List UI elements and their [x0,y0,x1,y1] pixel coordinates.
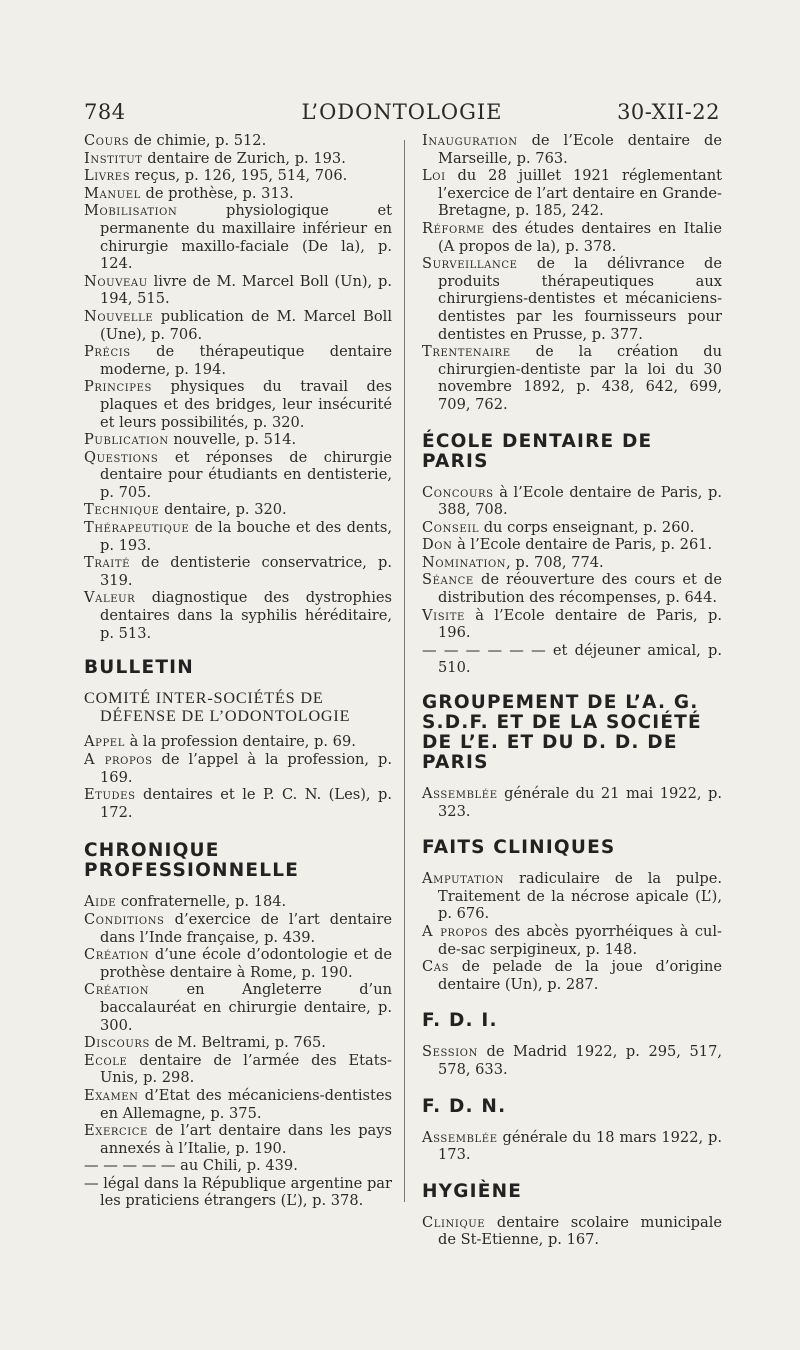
index-list [84,893,392,1210]
column-rule [404,140,405,1202]
entry-text: des abcès pyorrhéiques à cul-de-sac serpigineux, p. 148. [438,923,722,958]
index-entry [422,519,722,537]
entry-keyword: Nouvelle [84,307,154,325]
entry-text: de l’art dentaire dans les pays annexés à l’Italie, p. 190. [100,1122,392,1157]
entry-keyword: Aide [84,893,117,911]
index-entry [84,893,392,911]
index-entry [84,308,392,343]
index-entry [422,958,722,993]
entry-text: — — — — — au Chili, p. 439. [84,1157,298,1175]
index-entry [422,220,722,255]
index-entry [84,501,392,519]
entry-keyword: Livres [84,167,131,185]
section-heading-faits: FAITS CLINIQUES [422,837,616,859]
entry-keyword: A propos [422,923,489,940]
index-entry [84,449,392,502]
section-subheading-comite: COMITÉ INTER-SOCIÉTÉS DE DÉFENSE DE L’ODONTOLOGIE [84,689,351,725]
index-entry [84,786,392,821]
index-entry [422,343,722,413]
entry-text: dentaire de Zurich, p. 193. [142,149,346,167]
entry-keyword: Visite [422,606,465,624]
journal-title: L’ODONTOLOGIE [301,100,503,124]
entry-text: de la délivrance de produits thérapeutiques aux chirurgiens-dentistes et mécaniciens-dentistes par les fournisseurs pour dentistes en Prusse, p. 377. [438,255,722,343]
entry-text: radiculaire de la pulpe. Traitement de la nécrose apicale (L’), p. 676. [438,870,722,923]
index-entry [84,273,392,308]
entry-keyword: Réforme [422,219,485,237]
index-entry [422,536,722,554]
entry-text: de chimie, p. 512. [129,132,267,149]
index-entry [422,554,722,572]
entry-text: dentaire, p. 320. [159,501,287,519]
index-entry [422,1129,722,1164]
entry-text: physiques du travail des plaques et des bridges, leur insécurité et leurs possibilités, p. 320. [100,378,392,431]
issue-date: 30-XII-22 [617,100,720,124]
entry-keyword: Inauguration [422,132,518,149]
entry-keyword: Thérapeutique [84,519,190,537]
index-entry [84,185,392,203]
section-heading-fdi: F. D. I. [422,1010,498,1032]
index-entry [84,981,392,1034]
entry-keyword: Assemblée [422,1128,498,1146]
right-column [422,132,722,1249]
entry-text: générale du 18 mars 1922, p. 173. [438,1128,722,1164]
entry-text: physiologique et permanente du maxillaire inférieur en chirurgie maxillo-faciale (De la), p. 124. [100,202,392,273]
entry-text: diagnostique des dystrophies dentaires dans la syphilis héréditaire, p. 513. [100,589,392,642]
entry-text: de pelade de la joue d’origine dentaire (Un), p. 287. [438,958,722,993]
entry-keyword: Cours [84,132,130,149]
entry-keyword: Questions [84,448,159,466]
entry-text: de réouverture des cours et de distribution des récompenses, p. 644. [438,571,722,607]
entry-keyword: Traité [84,554,131,572]
index-entry [84,1122,392,1157]
entry-text: d’Etat des mécaniciens-dentistes en Allemagne, p. 375. [100,1086,392,1122]
entry-text: , p. 708, 774. [506,553,604,571]
entry-text: de thérapeutique dentaire moderne, p. 194. [100,343,392,378]
entry-keyword: Clinique [422,1213,486,1231]
entry-text: et réponses de chirurgie dentaire pour étudiants en dentisterie, p. 705. [100,448,392,501]
index-entry [84,911,392,946]
entry-keyword: Don [422,536,453,554]
entry-keyword: Session [422,1043,478,1061]
index-entry [422,484,722,519]
entry-text: de l’Ecole dentaire de Marseille, p. 763. [438,132,722,167]
index-entry [422,607,722,642]
entry-text: de la bouche et des dents, p. 193. [100,519,392,554]
index-entry [422,923,722,958]
entry-text: — — — — — — et déjeuner amical, p. 510. [422,641,722,677]
entry-text: du corps enseignant, p. 260. [479,518,695,536]
entry-keyword: Publication [84,431,169,449]
entry-text: de dentisterie conservatrice, p. 319. [100,554,392,589]
index-entry [84,132,392,150]
entry-keyword: Nouveau [84,272,148,290]
entry-keyword: A propos [84,751,153,768]
index-entry [84,202,392,272]
index-list [422,484,722,678]
index-entry [84,167,392,185]
index-list [422,785,722,820]
entry-keyword: Création [84,946,150,964]
index-entry [422,785,722,820]
index-list [422,1129,722,1164]
index-entry [84,1087,392,1122]
index-entry [422,167,722,220]
index-list [422,1214,722,1249]
index-entry [422,642,722,677]
section-heading-groupement: GROUPEMENT DE L’A. G. S.D.F. ET DE LA SOCIÉTÉ DE L’E. ET DU D. D. DE PARIS [422,692,702,774]
entry-keyword: Assemblée [422,785,498,803]
entry-text: de l’appel à la profession, p. 169. [100,751,392,786]
entry-keyword: Appel [84,733,125,751]
entry-keyword: Conditions [84,910,165,928]
entry-keyword: Exercice [84,1122,148,1140]
index-entry [422,1043,722,1078]
index-entry [84,431,392,449]
entry-keyword: Concours [422,483,494,501]
index-entry [84,751,392,786]
index-entry [84,589,392,642]
entry-keyword: Création [84,981,150,999]
entry-text: à l’Ecole dentaire de Paris, p. 261. [452,536,713,554]
index-entry [422,571,722,606]
index-entry [84,554,392,589]
entry-text: confraternelle, p. 184. [116,893,287,911]
entry-keyword: Principes [84,378,152,396]
entry-text: à l’Ecole dentaire de Paris, p. 196. [438,606,722,642]
entry-keyword: Manuel [84,184,141,202]
entry-keyword: Précis [84,343,131,361]
entry-text: de M. Beltrami, p. 765. [149,1034,326,1052]
index-entry [422,132,722,167]
index-entry [84,946,392,981]
section-heading-bulletin: BULLETIN [84,657,194,679]
index-entry [422,870,722,923]
section-heading-ecole: ÉCOLE DENTAIRE DE PARIS [422,430,653,472]
entry-keyword: Examen [84,1086,139,1104]
index-entry [422,255,722,343]
entry-keyword: Trentenaire [422,343,511,361]
entry-keyword: Institut [84,149,143,167]
entry-text: de la création du chirurgien-dentiste par la loi du 30 novembre 1892, p. 438, 642, 699, 709, 762. [438,343,722,413]
entry-keyword: Loi [422,167,446,185]
entry-keyword: Technique [84,501,160,519]
entry-keyword: Nomination [422,553,507,571]
index-entry [84,378,392,431]
section-heading-chronique: CHRONIQUE PROFESSIONNELLE [84,840,300,882]
index-entry [84,150,392,168]
index-entry [84,519,392,554]
index-list [84,733,392,821]
index-entry [84,1157,392,1175]
section-heading-fdn: F. D. N. [422,1095,507,1117]
entry-keyword: Conseil [422,518,480,536]
entry-text: en Angleterre d’un baccalauréat en chirurgie dentaire, p. 300. [100,981,392,1034]
index-entry [422,1214,722,1249]
index-list [422,132,722,414]
index-entry [84,343,392,378]
running-header [84,100,720,130]
entry-text: de Madrid 1922, p. 295, 517, 578, 633. [438,1043,722,1078]
entry-keyword: Etudes [84,786,136,804]
entry-keyword: Séance [422,571,474,589]
page-number: 784 [84,100,126,124]
index-entry [84,1175,392,1210]
entry-text: du 28 juillet 1921 réglementant l’exercice de l’art dentaire en Grande-Bretagne, p. 185, 242. [438,167,722,220]
left-column [84,132,392,1210]
entry-keyword: Valeur [84,589,136,607]
index-list [422,870,722,993]
entry-keyword: Mobilisation [84,202,178,220]
entry-text: de prothèse, p. 313. [140,184,294,202]
entry-text: générale du 21 mai 1922, p. 323. [438,785,722,820]
entry-keyword: Discours [84,1034,150,1052]
entry-text: dentaire scolaire municipale de St-Etienne, p. 167. [438,1213,722,1249]
index-entry [84,1052,392,1087]
entry-keyword: Cas [422,958,450,976]
entry-text: d’exercice de l’art dentaire dans l’Inde française, p. 439. [100,910,392,946]
entry-keyword: Amputation [422,870,505,888]
entry-text: reçus, p. 126, 195, 514, 706. [130,167,348,185]
entry-text: à l’Ecole dentaire de Paris, p. 388, 708. [438,483,722,519]
entry-keyword: Surveillance [422,255,518,273]
section-heading-hygiene: HYGIÈNE [422,1180,523,1202]
entry-keyword: Ecole [84,1051,128,1069]
entry-text: dentaires et le P. C. N. (Les), p. 172. [100,786,392,821]
entry-text: dentaire de l’armée des Etats-Unis, p. 298. [100,1051,392,1087]
entry-text: à la profession dentaire, p. 69. [124,733,356,751]
entry-text: — légal dans la République argentine par les praticiens étrangers (L’), p. 378. [84,1174,392,1210]
entry-text: publication de M. Marcel Boll (Une), p. 706. [100,307,392,343]
index-entry [84,1034,392,1052]
entry-text: nouvelle, p. 514. [168,431,297,449]
entry-text: des études dentaires en Italie (A propos de la), p. 378. [438,219,722,255]
index-list [84,132,392,642]
entry-text: livre de M. Marcel Boll (Un), p. 194, 515. [100,272,392,308]
index-entry [84,733,392,751]
index-list [422,1043,722,1078]
entry-text: d’une école d’odontologie et de prothèse dentaire à Rome, p. 190. [100,946,392,981]
